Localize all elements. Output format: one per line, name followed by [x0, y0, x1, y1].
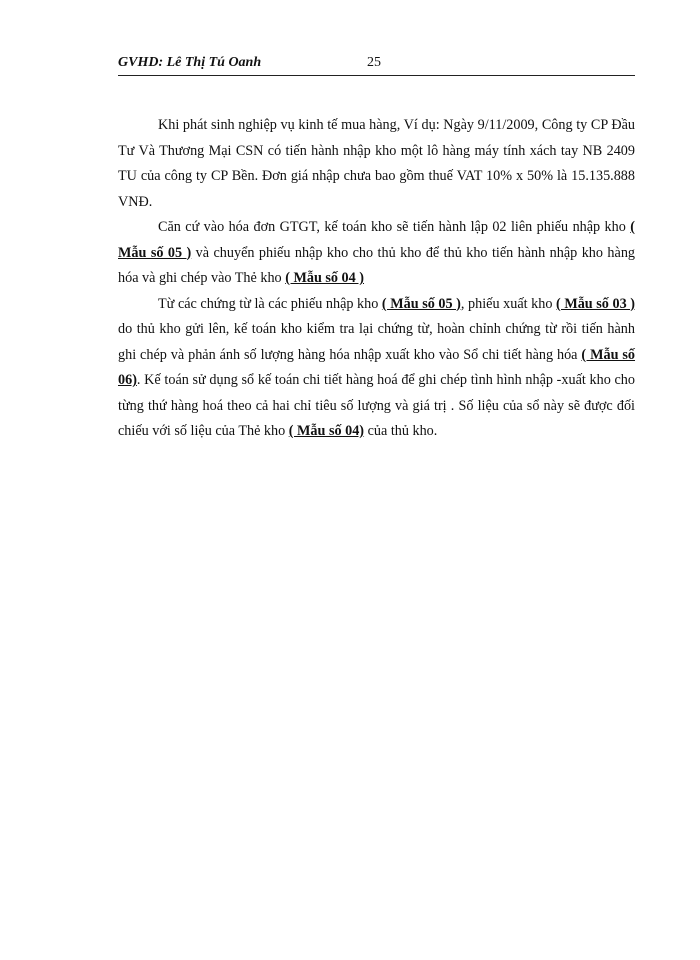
- paragraph-3-text-2: , phiếu xuất kho: [460, 295, 557, 312]
- document-body: [118, 113, 635, 445]
- paragraph-3-text-5: của thủ kho.: [364, 423, 438, 439]
- form-reference-04: ( Mẫu số 04): [288, 423, 365, 439]
- paragraph-3-text-1: Từ các chứng từ là các phiếu nhập kho: [158, 295, 382, 312]
- paragraph-3-text-3: do thủ kho gửi lên, kế toán kho kiểm tra lại chứng từ, hoàn chỉnh chứng từ rồi tiến hành ghi chép và phản ánh số lượng hàng hóa nhập xuất kho vào Sổ chi tiết hàng hóa: [118, 321, 635, 363]
- paragraph-2: [118, 215, 635, 292]
- page-number: 25: [367, 55, 381, 70]
- paragraph-3-text-4: . Kế toán sử dụng sổ kế toán chi tiết hàng hoá để ghi chép tình hình nhập -xuất kho cho từng thứ hàng hoá theo cả hai chỉ tiêu số lượng và giá trị . Số liệu của sổ này sẽ được đối chiếu với số liệu của Thẻ kho: [118, 372, 635, 439]
- paragraph-1: Khi phát sinh nghiệp vụ kinh tế mua hàng, Ví dụ: Ngày 9/11/2009, Công ty CP Đầu Tư Và Thương Mại CSN có tiến hành nhập kho một lô hàng máy tính xách tay NB 2409 TU của công ty CP Bền. Đơn giá nhập chưa bao gồm thuế VAT 10% x 50% là 15.135.888 VNĐ.: [118, 117, 635, 210]
- form-reference-03: ( Mẫu số 03 ): [556, 295, 635, 312]
- paragraph-2-text-2: và chuyển phiếu nhập kho cho thủ kho để thủ kho tiến hành nhập kho hàng hóa và ghi chép vào Thẻ kho: [118, 244, 636, 286]
- form-reference-05: ( Mẫu số 05 ): [118, 219, 635, 261]
- form-reference-04: ( Mẫu số 04 ): [285, 270, 365, 286]
- paragraph-3: [118, 292, 635, 445]
- form-reference-06: ( Mẫu số 06): [118, 346, 636, 388]
- page-header: [118, 55, 635, 76]
- paragraph-2-text-1: Căn cứ vào hóa đơn GTGT, kế toán kho sẽ tiến hành lập 02 liên phiếu nhập kho: [158, 219, 631, 235]
- form-reference-05: ( Mẫu số 05 ): [381, 295, 461, 312]
- header-author: GVHD: Lê Thị Tú Oanh: [118, 55, 262, 70]
